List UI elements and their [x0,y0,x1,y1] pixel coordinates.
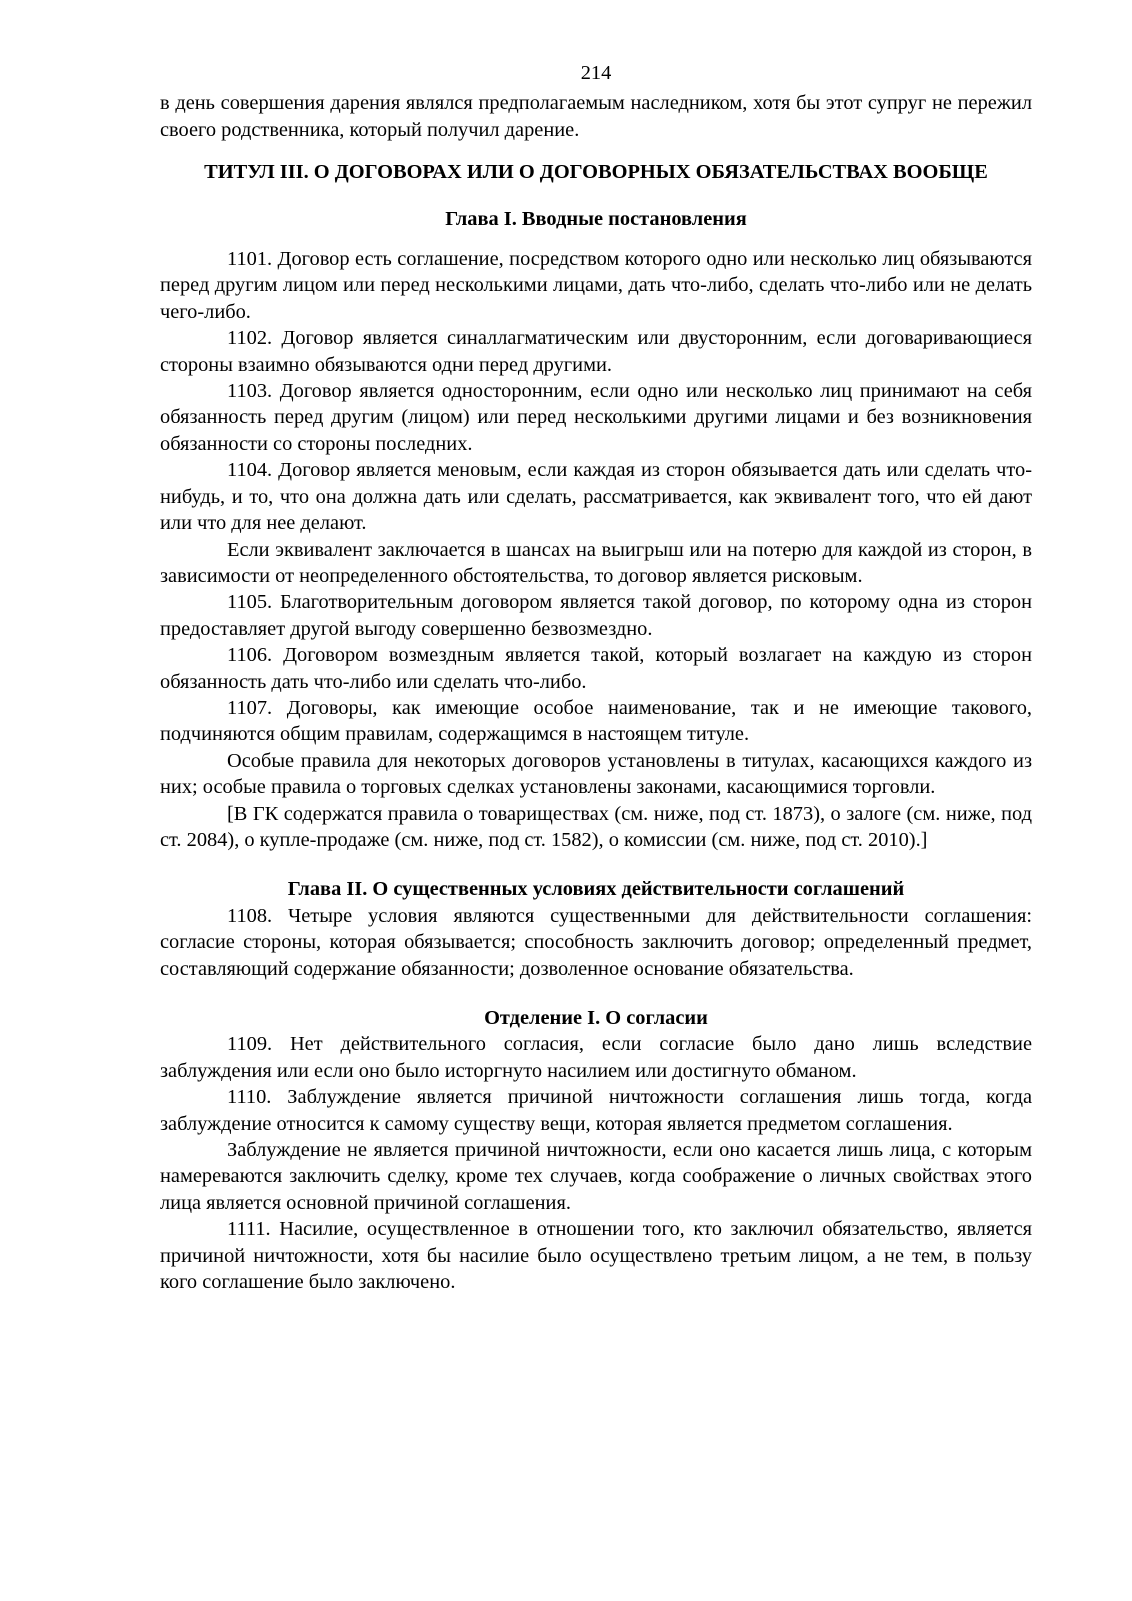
article-1102: 1102. Договор является синаллагматическим или двусторонним, если договаривающиеся стороны взаимно обязываются одни перед другими. [160,327,1032,376]
article-1110-paragraph-2: Заблуждение не является причиной ничтожности, если оно касается лишь лица, с которым намереваются заключить сделку, кроме тех случаев, когда соображение о личных свойствах этого лица является основной причиной соглашения. [160,1139,1032,1214]
chapter-2-heading: Глава II. О существенных условиях действительности соглашений [287,878,905,901]
article-1104: 1104. Договор является меновым, если каждая из сторон обязывается дать или сделать что-нибудь, и то, что она должна дать или сделать, рассматривается, как эквивалент того, что ей дают или что для нее делают. [160,459,1032,535]
article-1101: 1101. Договор есть соглашение, посредством которого одно или несколько лиц обязываются перед другим лицом или перед несколькими лицами, дать что-либо, сделать что-либо или не делать чего-либо. [160,248,1032,323]
chapter-1-heading: Глава I. Вводные постановления [445,207,747,230]
article-1105: 1105. Благотворительным договором является такой договор, по которому одна из сторон предоставляет другой выгоду совершенно безвозмездно. [160,591,1032,640]
article-1109: 1109. Нет действительного согласия, если согласие было дано лишь вследствие заблуждения или если оно было исторгнуто насилием или достигнуто обманом. [160,1033,1032,1082]
article-1107-paragraph-2: Особые правила для некоторых договоров установлены в титулах, касающихся каждого из них; особые правила о торговых сделках установлены законами, касающимися торговли. [160,749,1032,799]
article-1103: 1103. Договор является односторонним, если одно или несколько лиц принимают на себя обязанность перед другим (лицом) или перед несколькими другими лицами и без возникновения обязанности со стороны последних. [160,380,1032,455]
article-1107: 1107. Договоры, как имеющие особое наименование, так и не имеющие такового, подчиняются общим правилам, содержащимся в настоящем титуле. [160,696,1032,746]
title-heading: ТИТУЛ III. О ДОГОВОРАХ ИЛИ О ДОГОВОРНЫХ ОБЯЗАТЕЛЬСТВАХ ВООБЩЕ [204,161,988,184]
editor-note: [В ГК содержатся правила о товариществах (см. ниже, под ст. 1873), о залоге (см. ниже, под ст. 2084), о купле-продаже (см. ниже, под ст. 1582), о комиссии (см. ниже, под ст. 2010).] [160,802,1032,851]
article-1108: 1108. Четыре условия являются существенными для действительности соглашения: согласие стороны, которая обязывается; способность заключить договор; определенный предмет, составляющий содержание обязанности; дозволенное основание обязательства. [160,904,1032,980]
article-1110: 1110. Заблуждение является причиной ничтожности соглашения лишь тогда, когда заблуждение относится к самому существу вещи, которая является предметом соглашения. [160,1086,1032,1135]
page-number: 214 [580,62,612,84]
article-1106: 1106. Договором возмездным является такой, который возлагает на каждую из сторон обязанность дать что-либо или сделать что-либо. [160,644,1032,693]
paragraph-continuation: в день совершения дарения являлся предполагаемым наследником, хотя бы этот супруг не пережил своего родственника, который получил дарение. [160,92,1032,141]
document-page [160,60,1032,1295]
article-1111: 1111. Насилие, осуществленное в отношении того, кто заключил обязательство, является причиной ничтожности, хотя бы насилие было осуществлено третьим лицом, а не тем, в пользу кого соглашение было заключено. [160,1218,1032,1294]
article-1104-paragraph-2: Если эквивалент заключается в шансах на выигрыш или на потерю для каждой из сторон, в зависимости от неопределенного обстоятельства, то договор является рисковым. [160,538,1032,587]
section-1-heading: Отделение I. О согласии [484,1007,708,1029]
